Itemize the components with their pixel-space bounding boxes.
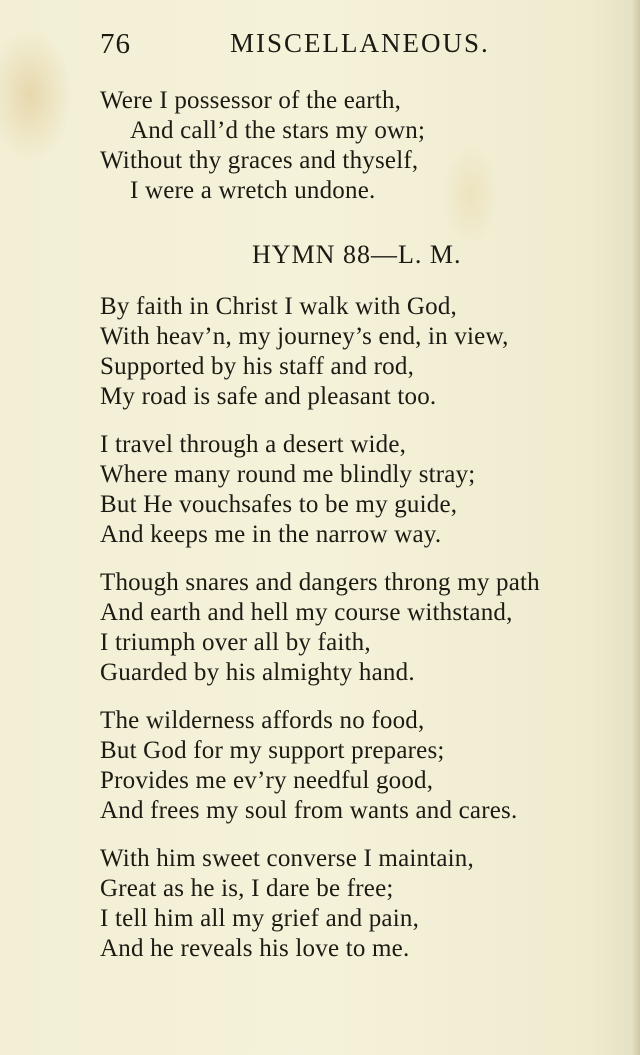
verse-line: I triumph over all by faith,: [100, 629, 371, 656]
verse-line: I tell him all my grief and pain,: [100, 905, 420, 932]
hymn-stanza-3: [100, 568, 635, 688]
verse-line: Without thy graces and thyself,: [100, 147, 419, 174]
running-head: MISCELLANEOUS.: [230, 28, 490, 58]
verse-line: My road is safe and pleasant too.: [100, 383, 437, 410]
verse-line: And earth and hell my course withstand,: [100, 599, 513, 626]
verse-line: And he reveals his love to me.: [100, 935, 410, 962]
verse-line: And keeps me in the narrow way.: [100, 521, 442, 548]
verse-line: With him sweet converse I maintain,: [100, 845, 474, 872]
verse-line: But He vouchsafes to be my guide,: [100, 491, 458, 518]
verse-line: I travel through a desert wide,: [100, 431, 407, 458]
hymn-stanza-2: [100, 430, 635, 550]
verse-line: Where many round me blindly stray;: [100, 461, 476, 488]
verse-line: Though snares and dangers throng my path: [100, 569, 540, 596]
previous-hymn-stanza: [100, 86, 635, 206]
verse-line: But God for my support prepares;: [100, 737, 445, 764]
hymn-title: HYMN 88—L. M.: [252, 240, 462, 269]
page-header: [100, 28, 530, 68]
verse-line: Guarded by his almighty hand.: [100, 659, 415, 686]
hymn-stanza-5: [100, 844, 635, 964]
hymn-stanza-1: [100, 292, 635, 412]
page-number: 76: [100, 28, 131, 60]
verse-line: With heav’n, my journey’s end, in view,: [100, 323, 509, 350]
verse-line: Great as he is, I dare be free;: [100, 875, 394, 902]
verse-line: By faith in Christ I walk with God,: [100, 293, 457, 320]
verse-line: Provides me ev’ry needful good,: [100, 767, 434, 794]
hymn-stanza-4: [100, 706, 635, 826]
verse-line: Were I possessor of the earth,: [100, 87, 402, 114]
verse-line: And call’d the stars my own;: [130, 117, 426, 144]
verse-line: The wilderness affords no food,: [100, 707, 425, 734]
verse-line: I were a wretch undone.: [130, 177, 376, 204]
verse-line: And frees my soul from wants and cares.: [100, 797, 518, 824]
verse-line: Supported by his staff and rod,: [100, 353, 415, 380]
